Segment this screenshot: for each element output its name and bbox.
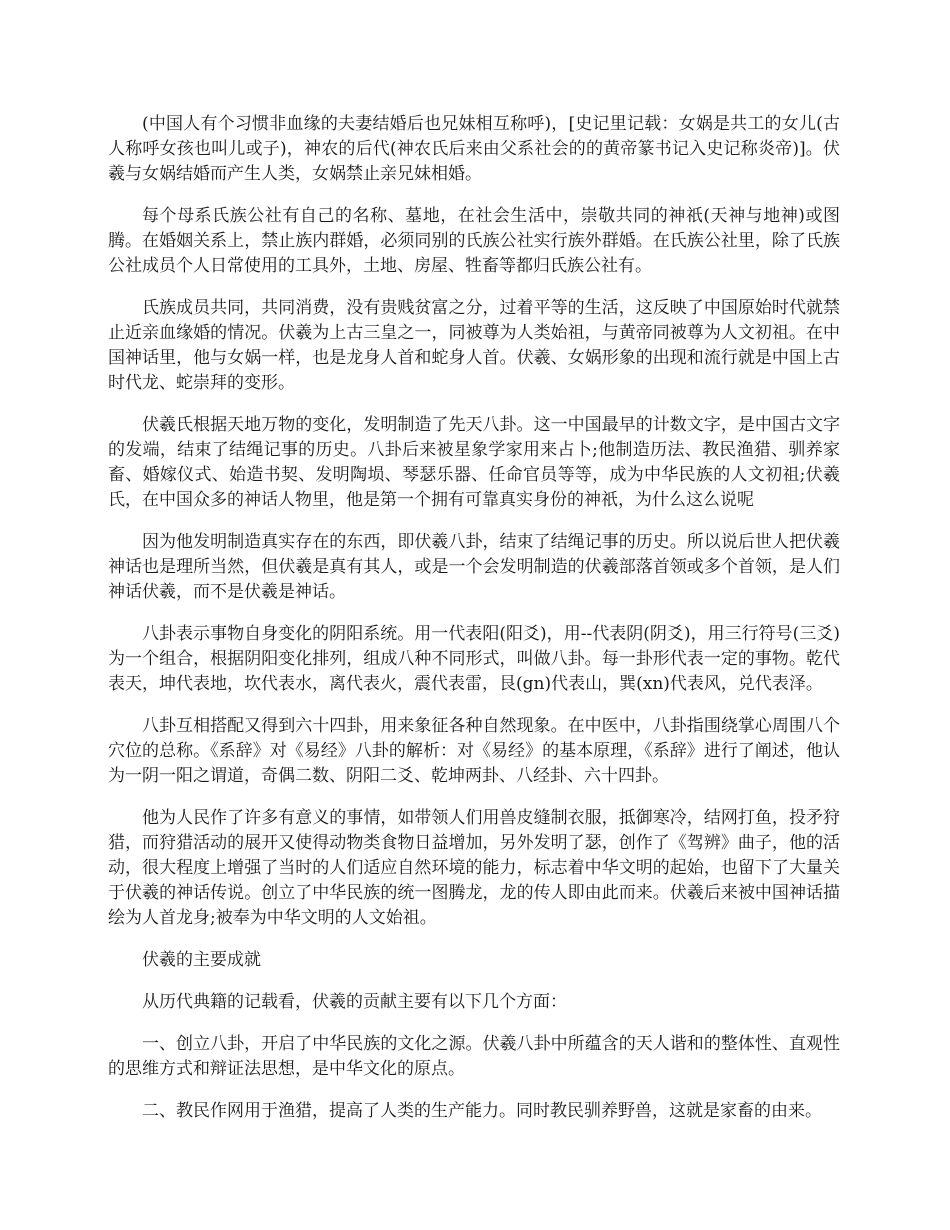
- paragraph: 八卦互相搭配又得到六十四卦，用来象征各种自然现象。在中医中，八卦指围绕掌心周围八个穴位的总称。《系辞》对《易经》八卦的解析：对《易经》的基本原理，《系辞》进行了阐述，他认为一阴一阳之谓道，奇偶二数、阴阳二爻、乾坤两卦、八经卦、六十四卦。: [108, 716, 840, 786]
- section-heading: 伏羲的主要成就: [142, 950, 261, 970]
- document-body: [108, 112, 840, 1141]
- paragraph: 氏族成员共同，共同消费，没有贵贱贫富之分，过着平等的生活，这反映了中国原始时代就禁止近亲血缘婚的情况。伏羲为上古三皇之一，同被尊为人类始祖，与黄帝同被尊为人文初祖。在中国神话里，他与女娲一样，也是龙身人首和蛇身人首。伏羲、女娲形象的出现和流行就是中国上古时代龙、蛇崇拜的变形。: [108, 298, 840, 393]
- paragraph: 二、教民作网用于渔猎，提高了人类的生产能力。同时教民驯养野兽，这就是家畜的由来。: [142, 1101, 822, 1121]
- paragraph: 八卦表示事物自身变化的阴阳系统。用一代表阳(阳爻)，用--代表阴(阴爻)，用三行符号(三爻)为一个组合，根据阴阳变化排列，组成八种不同形式，叫做八卦。每一卦形代表一定的事物。乾代表天，坤代表地，坎代表水，离代表火，震代表雷，艮(gn)代表山，巽(xn)代表风，兑代表泽。: [108, 624, 840, 694]
- paragraph: 一、创立八卦，开启了中华民族的文化之源。伏羲八卦中所蕴含的天人谐和的整体性、直观性的思维方式和辩证法思想，是中华文化的原点。: [108, 1034, 840, 1079]
- paragraph: 每个母系氏族公社有自己的名称、墓地，在社会生活中，崇敬共同的神祇(天神与地神)或图腾。在婚姻关系上，禁止族内群婚，必须同别的氏族公社实行族外群婚。在氏族公社里，除了氏族公社成员个人日常使用的工具外，土地、房屋、牲畜等都归氏族公社有。: [108, 206, 840, 276]
- paragraph: 因为他发明制造真实存在的东西，即伏羲八卦，结束了结绳记事的历史。所以说后世人把伏羲神话也是理所当然，但伏羲是真有其人，或是一个会发明制造的伏羲部落首领或多个首领，是人们神话伏羲，而不是伏羲是神话。: [108, 532, 840, 602]
- paragraph: 伏羲氏根据天地万物的变化，发明制造了先天八卦。这一中国最早的计数文字，是中国古文字的发端，结束了结绳记事的历史。八卦后来被星象学家用来占卜;他制造历法、教民渔猎、驯养家畜、婚嫁仪式、始造书契、发明陶埙、琴瑟乐器、任命官员等等，成为中华民族的人文初祖;伏羲氏，在中国众多的神话人物里，他是第一个拥有可靠真实身份的神祇，为什么这么说呢: [108, 415, 840, 510]
- paragraph: (中国人有个习惯非血缘的夫妻结婚后也兄妹相互称呼)，[史记里记载：女娲是共工的女儿(古人称呼女孩也叫儿或子)，神农的后代(神农氏后来由父系社会的的黄帝篆书记入史记称炎帝)]。伏羲与女娲结婚而产生人类，女娲禁止亲兄妹相婚。: [108, 114, 840, 184]
- paragraph: 他为人民作了许多有意义的事情，如带领人们用兽皮缝制衣服，抵御寒冷，结网打鱼，投矛狩猎，而狩猎活动的展开又使得动物类食物日益增加，另外发明了瑟，创作了《驾辨》曲子，他的活动，很大程度上增强了当时的人们适应自然环境的能力，标志着中华文明的起始，也留下了大量关于伏羲的神话传说。创立了中华民族的统一图腾龙，龙的传人即由此而来。伏羲后来被中国神话描绘为人首龙身;被奉为中华文明的人文始祖。: [108, 808, 840, 928]
- paragraph: 从历代典籍的记载看，伏羲的贡献主要有以下几个方面：: [142, 992, 567, 1012]
